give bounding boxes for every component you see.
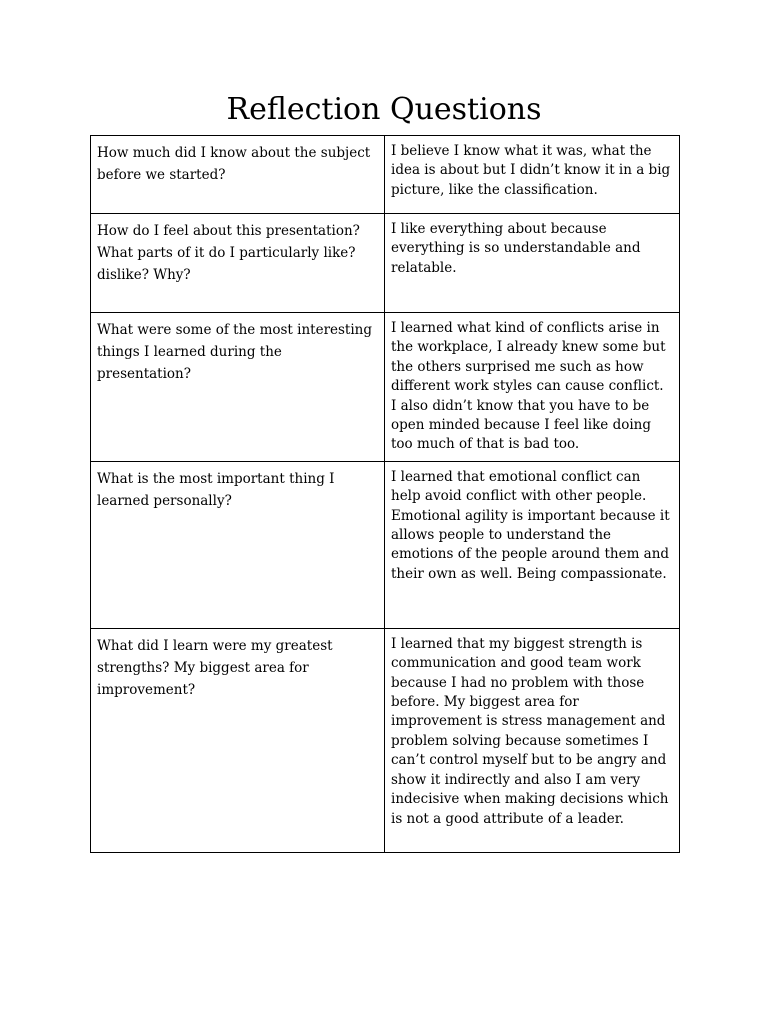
answer-cell <box>385 214 680 313</box>
page-title: Reflection Questions <box>226 92 542 127</box>
table-row <box>91 628 680 852</box>
table-row <box>91 461 680 628</box>
answer-text: I learned that my biggest strength is communication and good team work because I had no problem with those before. My biggest area for improvement is stress management and problem solving because sometimes I can’t control myself but to be angry and show it indirectly and also I am very indecisive when making decisions which is not a good attribute of a leader. <box>391 635 669 827</box>
answer-text: I learned that emotional conflict can help avoid conflict with other people. Emotional agility is important because it allows people to understand the emotions of the people around them and their own as well. Being compassionate. <box>391 468 670 582</box>
answer-text: I learned what kind of conflicts arise in the workplace, I already knew some but the others surprised me such as how different work styles can cause conflict. I also didn’t know that you have to be open minded because I feel like doing too much of that is bad too. <box>391 320 666 453</box>
table-row <box>91 313 680 462</box>
question-text: How do I feel about this presentation? What parts of it do I particularly like? dislike? Why? <box>97 223 360 283</box>
answer-cell <box>385 628 680 852</box>
answer-cell <box>385 313 680 462</box>
answer-cell <box>385 461 680 628</box>
question-cell <box>91 313 385 462</box>
question-text: What did I learn were my greatest strengths? My biggest area for improvement? <box>97 637 333 698</box>
table-row <box>91 214 680 313</box>
table-row <box>91 136 680 214</box>
answer-cell <box>385 136 680 214</box>
answer-text: I believe I know what it was, what the idea is about but I didn’t know it in a big picture, like the classification. <box>391 143 671 198</box>
reflection-table <box>90 135 680 853</box>
question-text: How much did I know about the subject before we started? <box>97 145 371 183</box>
answer-text: I like everything about because everything is so understandable and relatable. <box>391 221 641 276</box>
question-text: What were some of the most interesting things I learned during the presentation? <box>97 322 373 382</box>
question-cell <box>91 461 385 628</box>
question-cell <box>91 628 385 852</box>
question-text: What is the most important thing I learned personally? <box>97 470 335 509</box>
question-cell <box>91 214 385 313</box>
question-cell <box>91 136 385 214</box>
